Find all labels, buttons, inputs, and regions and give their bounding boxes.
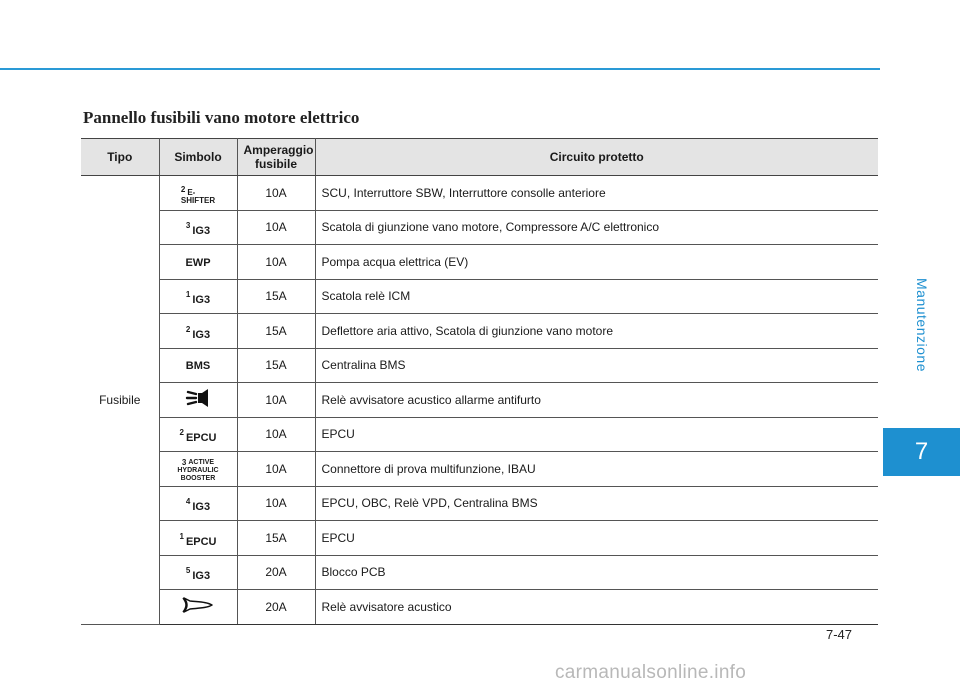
fuse-symbol: [179, 428, 216, 444]
circuit-cell: EPCU: [315, 521, 878, 556]
side-tab-text: Manutenzione: [913, 278, 930, 372]
amp-cell: 15A: [237, 348, 315, 383]
symbol-cell: [159, 452, 237, 487]
circuit-cell: Connettore di prova multifunzione, IBAU: [315, 452, 878, 487]
symbol-text: EWP: [185, 256, 211, 269]
amp-cell: 10A: [237, 417, 315, 452]
table-row: [81, 555, 878, 590]
table-row: [81, 314, 878, 349]
page-number: 7-47: [826, 627, 853, 642]
circuit-cell: Deflettore aria attivo, Scatola di giunzione vano motore: [315, 314, 878, 349]
amp-cell: 20A: [237, 555, 315, 590]
symbol-number: 5: [185, 566, 191, 576]
table-row: [81, 590, 878, 625]
fuse-symbol: [177, 459, 218, 483]
table-row: [81, 279, 878, 314]
symbol-text: IG3: [192, 328, 211, 341]
circuit-cell: SCU, Interruttore SBW, Interruttore consolle anteriore: [315, 176, 878, 211]
symbol-number: 1: [185, 290, 191, 300]
table-row: [81, 348, 878, 383]
symbol-text: EPCU: [185, 535, 217, 548]
symbol-text: IG3: [192, 570, 211, 583]
symbol-cell: [159, 176, 237, 211]
circuit-cell: Scatola di giunzione vano motore, Compressore A/C elettronico: [315, 210, 878, 245]
symbol-number: 2: [179, 428, 184, 438]
header-amperaggio-line1: Amperaggio: [243, 143, 314, 157]
amp-cell: 10A: [237, 452, 315, 487]
table-row: [81, 521, 878, 556]
table-row: [81, 210, 878, 245]
symbol-cell: [159, 279, 237, 314]
circuit-cell: Scatola relè ICM: [315, 279, 878, 314]
amp-cell: 10A: [237, 176, 315, 211]
symbol-line1: ACTIVE: [188, 459, 215, 467]
amp-cell: 10A: [237, 383, 315, 418]
circuit-cell: Relè avvisatore acustico allarme antifurto: [315, 383, 878, 418]
amp-cell: 20A: [237, 590, 315, 625]
symbol-cell: [159, 486, 237, 521]
circuit-cell: EPCU: [315, 417, 878, 452]
symbol-line2: HYDRAULIC: [177, 467, 219, 475]
sound-generator-icon: [185, 388, 211, 408]
symbol-cell: [159, 210, 237, 245]
fuse-symbol: [186, 290, 210, 306]
header-tipo: Tipo: [81, 139, 159, 176]
symbol-text: BMS: [185, 360, 211, 373]
circuit-cell: EPCU, OBC, Relè VPD, Centralina BMS: [315, 486, 878, 521]
header-simbolo: Simbolo: [159, 139, 237, 176]
symbol-text: IG3: [192, 501, 211, 514]
symbol-number: 3: [181, 458, 187, 468]
tipo-cell: Fusibile: [81, 176, 159, 625]
symbol-number: 2: [185, 324, 191, 334]
table-row: [81, 417, 878, 452]
symbol-cell: [159, 590, 237, 625]
fuse-symbol: [186, 566, 210, 582]
symbol-cell: [159, 314, 237, 349]
table-row: [81, 486, 878, 521]
symbol-number: 3: [185, 221, 191, 231]
amp-cell: 10A: [237, 486, 315, 521]
circuit-cell: Pompa acqua elettrica (EV): [315, 245, 878, 280]
symbol-number: 4: [185, 497, 191, 507]
symbol-line1: E-: [187, 187, 196, 197]
symbol-cell: [159, 383, 237, 418]
fuse-symbol: [186, 325, 210, 341]
table-row: [81, 245, 878, 280]
symbol-cell: [159, 521, 237, 556]
amp-cell: 15A: [237, 279, 315, 314]
table-row: [81, 383, 878, 418]
amp-cell: 15A: [237, 521, 315, 556]
section-title: Pannello fusibili vano motore elettrico: [83, 108, 360, 127]
circuit-cell: Relè avvisatore acustico: [315, 590, 878, 625]
symbol-text: EPCU: [185, 432, 217, 445]
chapter-number-badge: 7: [883, 428, 960, 476]
fuse-symbol: [179, 532, 216, 548]
header-amperaggio-line2: fusibile: [254, 157, 297, 171]
amp-cell: 10A: [237, 245, 315, 280]
amp-cell: 15A: [237, 314, 315, 349]
fuse-table: [81, 138, 878, 625]
symbol-cell: [159, 417, 237, 452]
fuse-symbol: [186, 221, 210, 237]
watermark: carmanualsonline.info: [555, 662, 747, 683]
symbol-cell: [159, 245, 237, 280]
table-row: [81, 452, 878, 487]
circuit-cell: Centralina BMS: [315, 348, 878, 383]
fuse-symbol: [186, 497, 210, 513]
symbol-line2: SHIFTER: [180, 195, 216, 205]
side-tab-label: [883, 230, 960, 420]
table-header-row: [81, 139, 878, 176]
header-circuito: Circuito protetto: [315, 139, 878, 176]
header-amperaggio: [237, 139, 315, 176]
symbol-text: IG3: [192, 294, 211, 307]
symbol-cell: [159, 348, 237, 383]
horn-icon: [181, 595, 215, 615]
symbol-text: IG3: [192, 225, 211, 238]
symbol-number: 1: [179, 531, 184, 541]
symbol-cell: [159, 555, 237, 590]
fuse-symbol: [181, 186, 215, 205]
table-row: [81, 176, 878, 211]
symbol-line3: BOOSTER: [180, 475, 216, 483]
circuit-cell: Blocco PCB: [315, 555, 878, 590]
amp-cell: 10A: [237, 210, 315, 245]
symbol-number: 2: [180, 184, 186, 194]
top-rule: [0, 68, 880, 70]
